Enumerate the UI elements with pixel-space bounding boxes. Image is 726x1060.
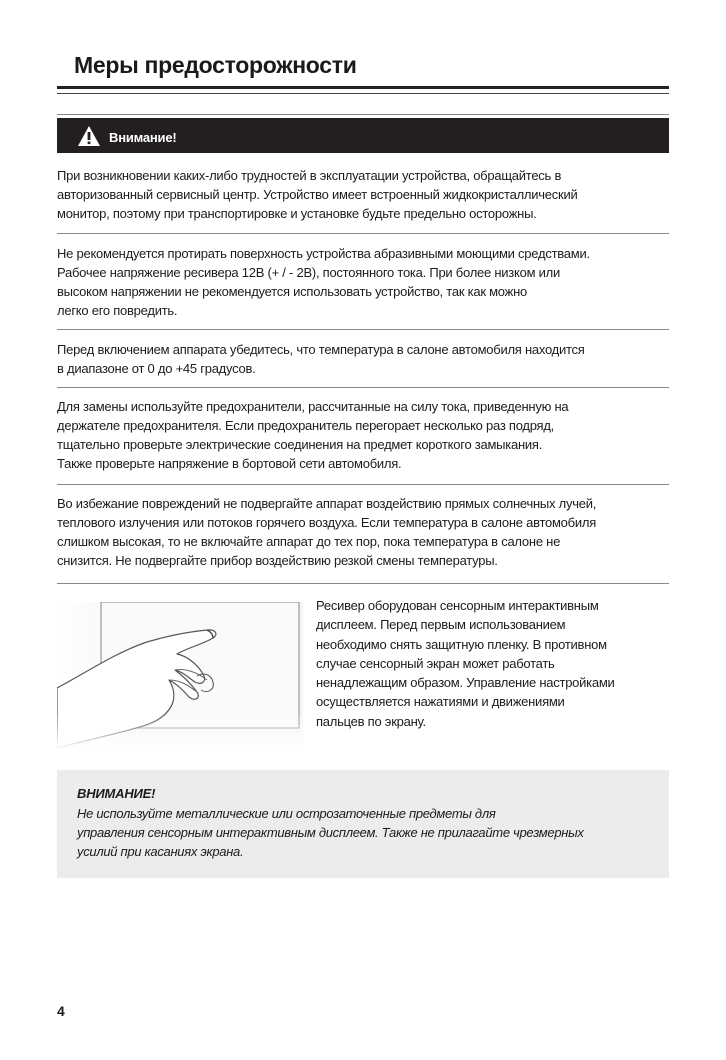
warning-banner	[57, 118, 669, 153]
section-divider	[57, 484, 669, 485]
touchscreen-description: Ресивер оборудован сенсорным интерактивным дисплеем. Перед первым использованием необходимо снять защитную пленку. В противном случае сенсорный экран может работать ненадлежащим образом. Управление настройками осуществляется нажатиями и движениями пальцев по экрану.	[316, 598, 615, 729]
hand-touching-screen-illustration	[57, 602, 303, 750]
note-body: Не используйте металлические или острозаточенные предметы для управления сенсорным интерактивным дисплеем. Также не прилагайте чрезмерных усилий при касаниях экрана.	[77, 806, 584, 859]
page-title: Меры предосторожности	[74, 52, 357, 78]
title-rule-thin	[57, 93, 669, 94]
section-divider	[57, 329, 669, 330]
paragraph-service: При возникновении каких-либо трудностей в эксплуатации устройства, обращайтесь в авторизованный сервисный центр. Устройство имеет встроенный жидкокристаллический монитор, поэтому при транспортировке и установке будьте предельно осторожны.	[57, 168, 578, 221]
warning-title: Внимание!	[109, 130, 177, 145]
title-rule-thick	[57, 86, 669, 89]
paragraph-temperature: Перед включением аппарата убедитесь, что температура в салоне автомобиля находится в диапазоне от 0 до +45 градусов.	[57, 342, 585, 376]
section-divider	[57, 583, 669, 584]
attention-note	[57, 770, 669, 878]
page-number: 4	[57, 1003, 65, 1019]
warning-triangle-icon	[77, 125, 101, 147]
note-title: ВНИМАНИЕ!	[77, 786, 156, 801]
paragraph-voltage: Не рекомендуется протирать поверхность устройства абразивными моющими средствами. Рабочее напряжение ресивера 12В (+ / - 2В), постоянного тока. При более низком или высоком напряжении не рекомендуется использовать устройство, так как можно легко его повредить.	[57, 246, 590, 318]
paragraph-fuses: Для замены используйте предохранители, рассчитанные на силу тока, приведенную на держателе предохранителя. Если предохранитель перегорает несколько раз подряд, тщательно проверьте электрические соединения на предмет короткого замыкания. Также проверьте напряжение в бортовой сети автомобиля.	[57, 399, 569, 471]
section-divider	[57, 233, 669, 234]
paragraph-sunlight: Во избежание повреждений не подвергайте аппарат воздействию прямых солнечных лучей, теплового излучения или потоков горячего воздуха. Если температура в салоне автомобиля слишком высокая, то не включайте аппарат до тех пор, пока температура в салоне не снизится. Не подвергайте прибор воздействию резкой смены температуры.	[57, 496, 597, 568]
section-divider	[57, 387, 669, 388]
section-divider	[57, 114, 669, 115]
